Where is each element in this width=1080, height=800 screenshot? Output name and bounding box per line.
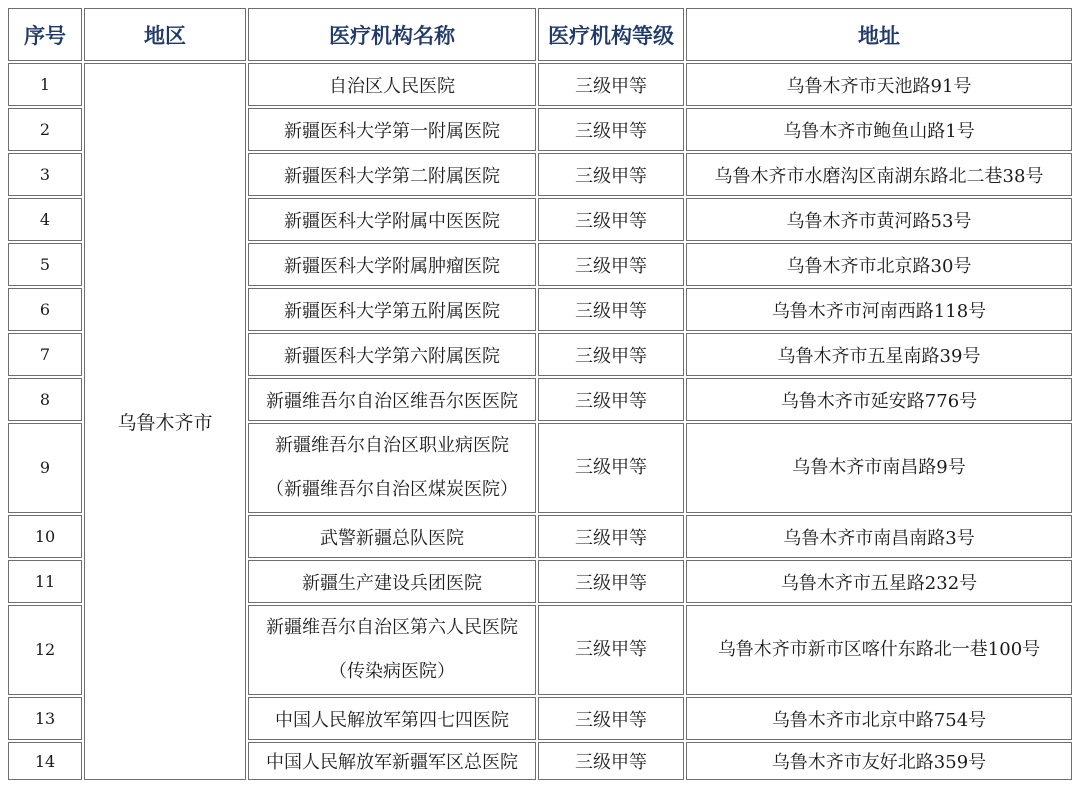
row-level: 三级甲等 [538,198,684,241]
row-address: 乌鲁木齐市北京中路754号 [686,697,1072,740]
row-seq: 9 [8,423,82,513]
row-address: 乌鲁木齐市五星路232号 [686,560,1072,603]
row-seq: 3 [8,153,82,196]
row-name: 新疆医科大学第五附属医院 [248,288,536,331]
row-name-line2: （新疆维吾尔自治区煤炭医院） [266,479,518,500]
row-name: 新疆维吾尔自治区维吾尔医医院 [248,378,536,421]
row-address: 乌鲁木齐市天池路91号 [686,63,1072,106]
row-name: 自治区人民医院 [248,63,536,106]
row-address: 乌鲁木齐市黄河路53号 [686,198,1072,241]
row-name: 新疆医科大学第六附属医院 [248,333,536,376]
row-level: 三级甲等 [538,63,684,106]
row-name: 中国人民解放军第四七四医院 [248,697,536,740]
header-name: 医疗机构名称 [248,8,536,61]
header-region: 地区 [84,8,246,61]
row-level: 三级甲等 [538,153,684,196]
row-address: 乌鲁木齐市鲍鱼山路1号 [686,108,1072,151]
row-address: 乌鲁木齐市南昌路9号 [686,423,1072,513]
header-seq: 序号 [8,8,82,61]
row-seq: 12 [8,605,82,695]
header-address: 地址 [686,8,1072,61]
row-level: 三级甲等 [538,108,684,151]
row-seq: 5 [8,243,82,286]
row-seq: 4 [8,198,82,241]
row-level: 三级甲等 [538,742,684,780]
row-level: 三级甲等 [538,560,684,603]
row-level: 三级甲等 [538,288,684,331]
row-level: 三级甲等 [538,697,684,740]
row-seq: 13 [8,697,82,740]
row-seq: 14 [8,742,82,780]
row-level: 三级甲等 [538,423,684,513]
row-level: 三级甲等 [538,243,684,286]
row-address: 乌鲁木齐市北京路30号 [686,243,1072,286]
row-level: 三级甲等 [538,378,684,421]
row-seq: 8 [8,378,82,421]
row-address: 乌鲁木齐市五星南路39号 [686,333,1072,376]
row-name: 新疆生产建设兵团医院 [248,560,536,603]
row-address: 乌鲁木齐市水磨沟区南湖东路北二巷38号 [686,153,1072,196]
header-level: 医疗机构等级 [538,8,684,61]
row-name: 新疆医科大学附属肿瘤医院 [248,243,536,286]
row-level: 三级甲等 [538,333,684,376]
row-address: 乌鲁木齐市南昌南路3号 [686,515,1072,558]
row-name-line1: 新疆维吾尔自治区第六人民医院 [266,617,518,638]
row-name-line1: 新疆维吾尔自治区职业病医院 [275,435,509,456]
row-name: 新疆医科大学第一附属医院 [248,108,536,151]
row-address: 乌鲁木齐市延安路776号 [686,378,1072,421]
row-name [248,605,536,695]
row-address: 乌鲁木齐市河南西路118号 [686,288,1072,331]
hospital-table [6,6,1074,782]
row-seq: 10 [8,515,82,558]
row-level: 三级甲等 [538,605,684,695]
row-name: 新疆医科大学附属中医医院 [248,198,536,241]
row-seq: 7 [8,333,82,376]
region-cell: 乌鲁木齐市 [84,63,246,780]
row-seq: 11 [8,560,82,603]
row-address: 乌鲁木齐市新市区喀什东路北一巷100号 [686,605,1072,695]
row-seq: 6 [8,288,82,331]
row-seq: 1 [8,63,82,106]
row-level: 三级甲等 [538,515,684,558]
row-seq: 2 [8,108,82,151]
row-name: 中国人民解放军新疆军区总医院 [248,742,536,780]
row-name [248,423,536,513]
header-row [8,8,1072,61]
row-name: 武警新疆总队医院 [248,515,536,558]
row-address: 乌鲁木齐市友好北路359号 [686,742,1072,780]
table-row [8,63,1072,106]
row-name-line2: （传染病医院） [329,661,455,682]
row-name: 新疆医科大学第二附属医院 [248,153,536,196]
